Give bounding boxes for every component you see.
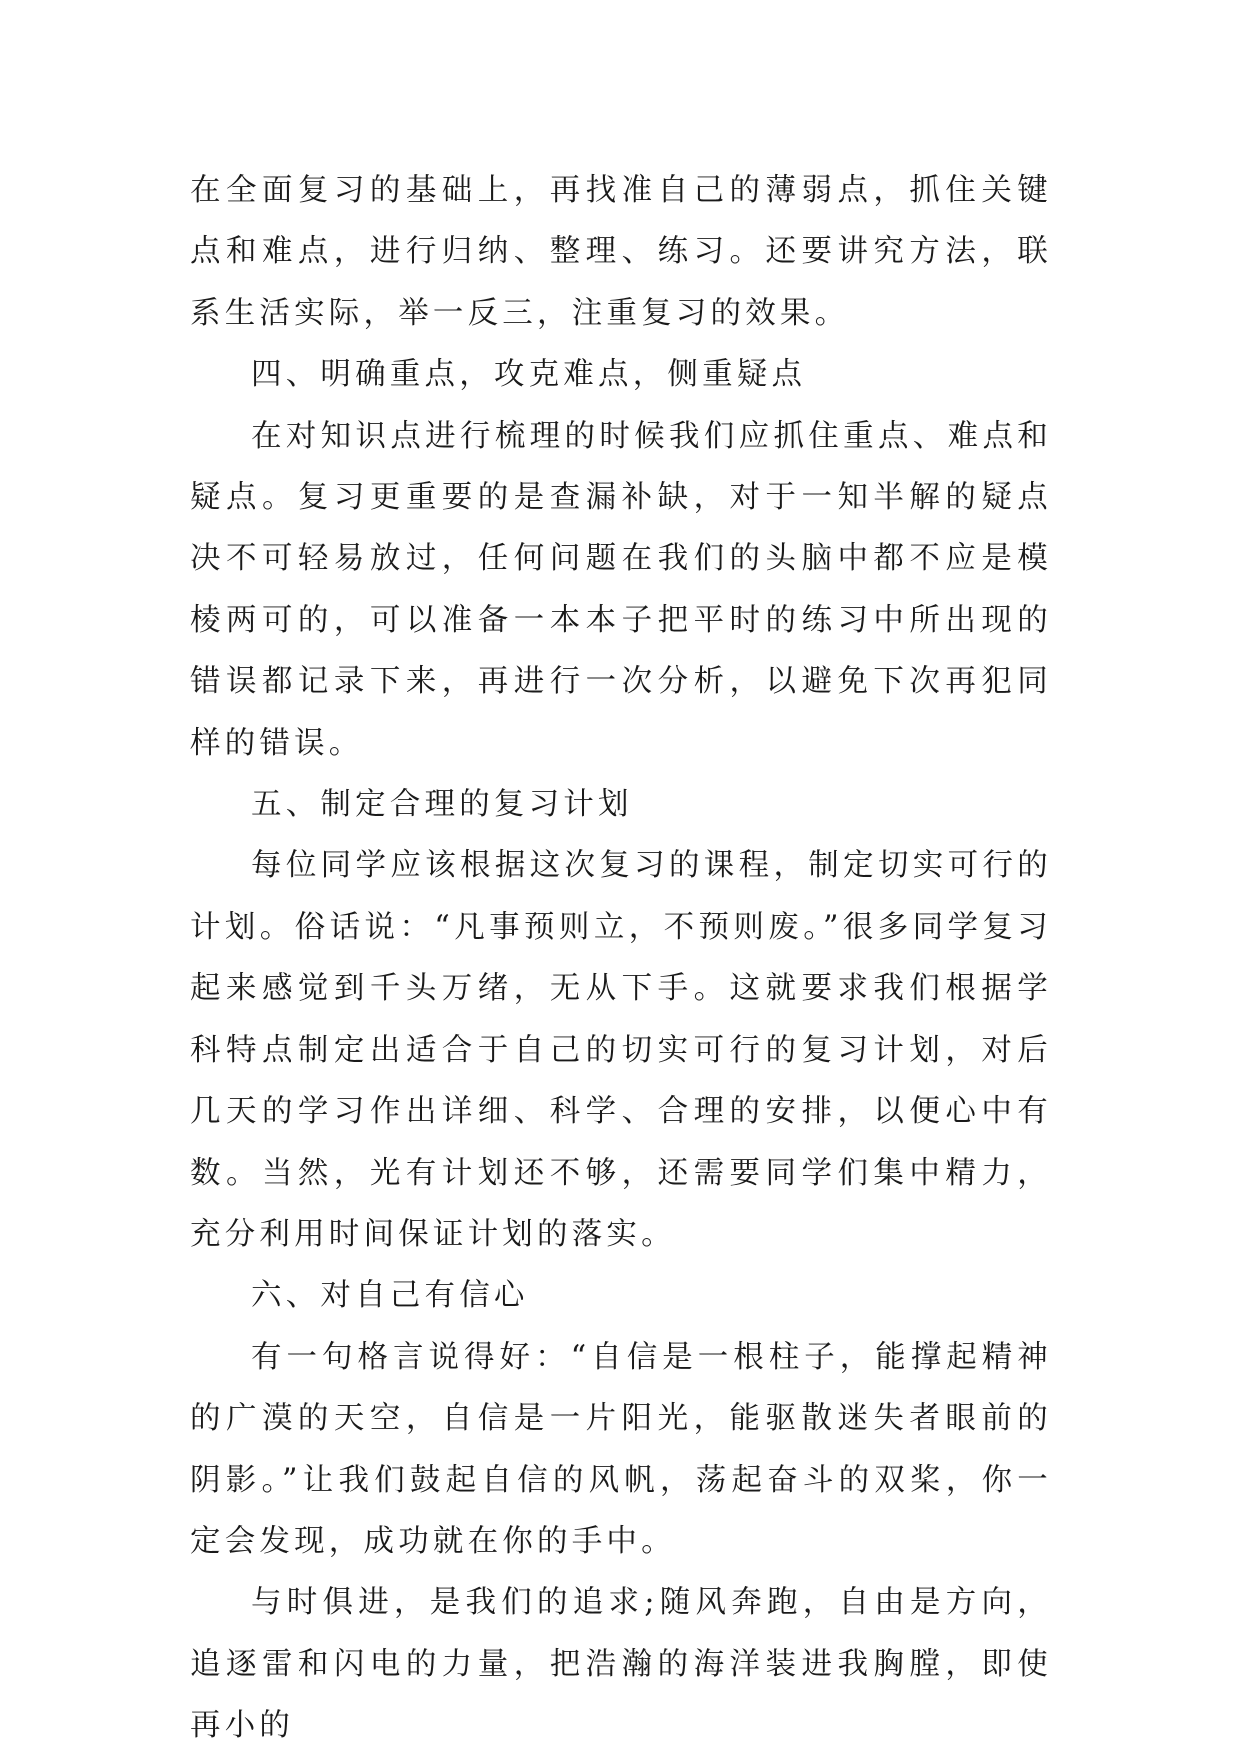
document-body (190, 160, 1052, 1757)
paragraph-section-5: 每位同学应该根据这次复习的课程，制定切实可行的计划。俗话说：“凡事预则立，不预则废。”很多同学复习起来感觉到千头万绪，无从下手。这就要求我们根据学科特点制定出适合于自己的切实可行的复习计划，对后几天的学习作出详细、科学、合理的安排，以便心中有数。当然，光有计划还不够，还需要同学们集中精力，充分利用时间保证计划的落实。 (190, 848, 1052, 1252)
section-heading-4: 四、明确重点，攻克难点，侧重疑点 (251, 357, 807, 393)
section-heading-5: 五、制定合理的复习计划 (251, 787, 633, 823)
paragraph-section-6: 有一句格言说得好：“自信是一根柱子，能撑起精神的广漠的天空，自信是一片阳光，能驱散迷失者眼前的阴影。”让我们鼓起自信的风帆，荡起奋斗的双桨，你一定会发现，成功就在你的手中。 (190, 1339, 1052, 1559)
paragraph-section-4: 在对知识点进行梳理的时候我们应抓住重点、难点和疑点。复习更重要的是查漏补缺，对于一知半解的疑点决不可轻易放过，任何问题在我们的头脑中都不应是模棱两可的，可以准备一本本子把平时的练习中所出现的错误都记录下来，再进行一次分析，以避免下次再犯同样的错误。 (190, 418, 1052, 761)
paragraph-closing: 与时俱进，是我们的追求;随风奔跑，自由是方向，追逐雷和闪电的力量，把浩瀚的海洋装进我胸膛，即使再小的 (190, 1585, 1052, 1744)
paragraph-continuation: 在全面复习的基础上，再找准自己的薄弱点，抓住关键点和难点，进行归纳、整理、练习。还要讲究方法，联系生活实际，举一反三，注重复习的效果。 (190, 173, 1052, 331)
section-heading-6: 六、对自己有信心 (251, 1278, 529, 1314)
